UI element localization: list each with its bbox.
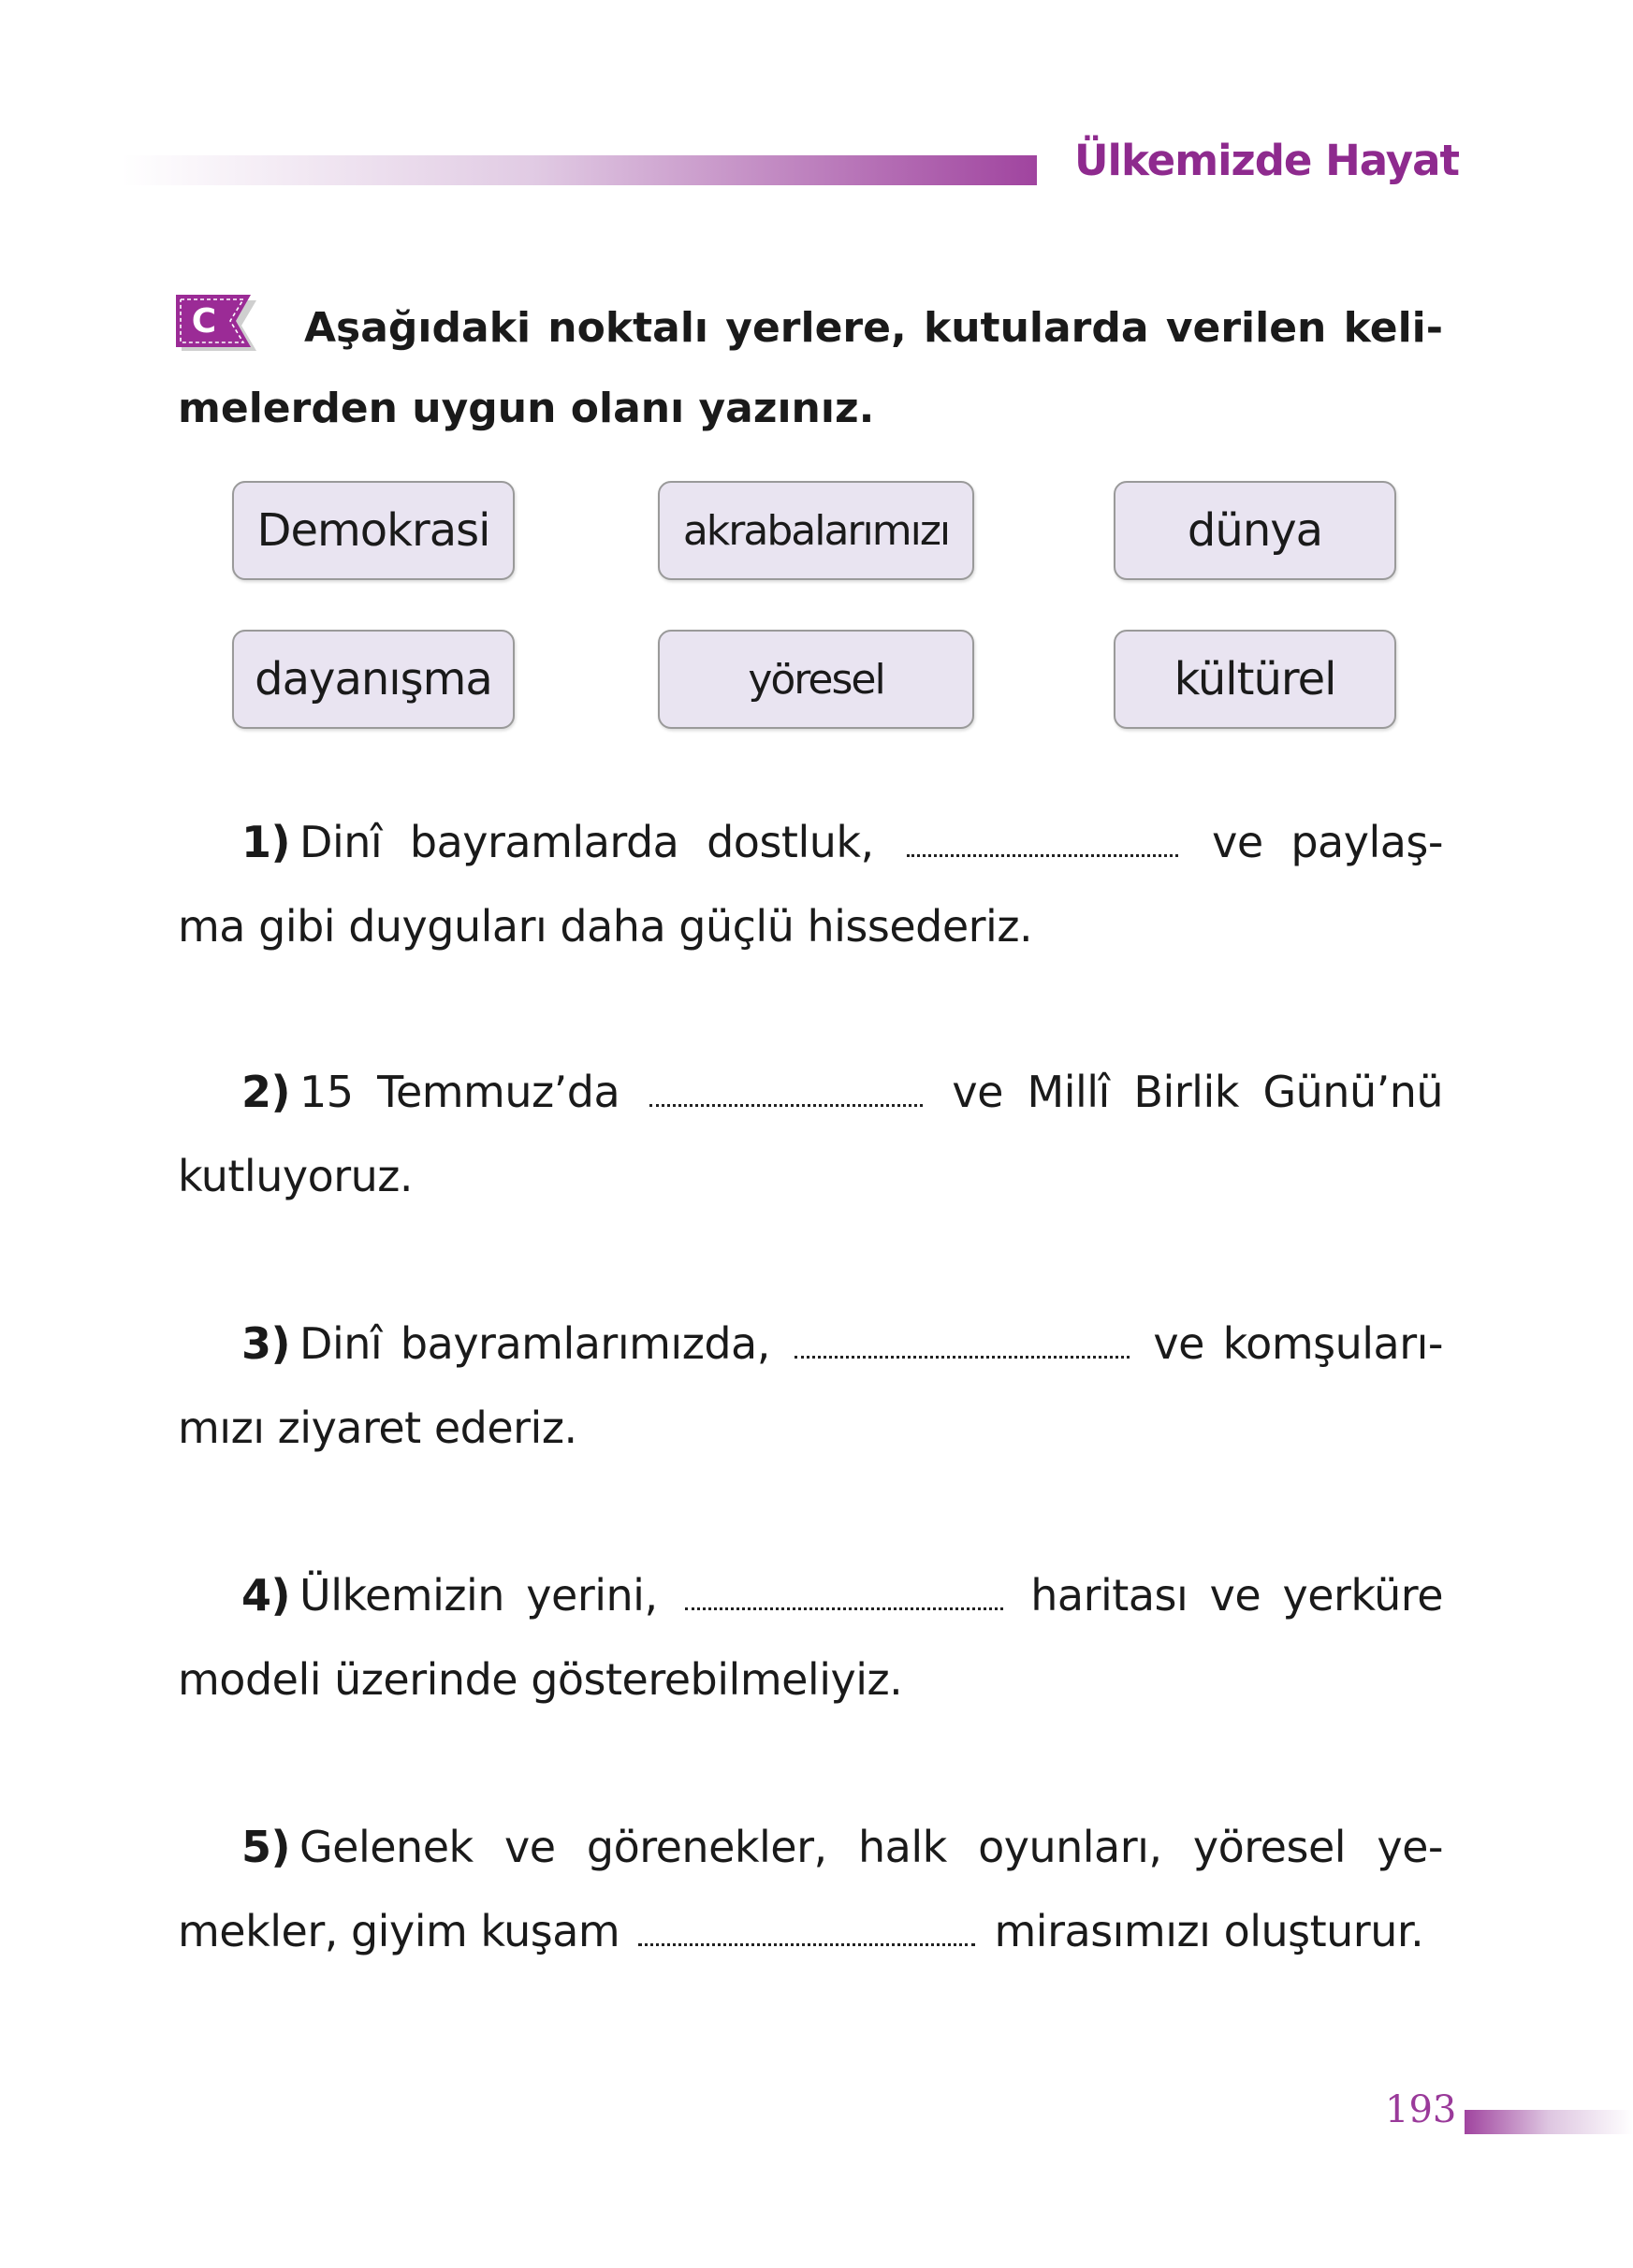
question-1: [178, 800, 1443, 968]
question-number: 5): [241, 1822, 291, 1872]
question-3: [178, 1301, 1443, 1470]
word-box-dayanisma: dayanışma: [232, 630, 515, 729]
question-text-after: ve Millî Birlik Günü’nü kutluyoruz.: [178, 1067, 1444, 1201]
answer-blank-5[interactable]: [638, 1930, 975, 1946]
word-box-yoresel: yöresel: [658, 630, 974, 729]
question-text-before: Gelenek ve görenekler, halk oyunları, yöresel ye- mekler, giyim kuşam: [178, 1822, 1443, 1956]
question-text-before: Ülkemizin yerini,: [299, 1570, 658, 1621]
word-box-demokrasi: Demokrasi: [232, 481, 515, 580]
question-number: 3): [241, 1318, 291, 1369]
question-4: [178, 1553, 1443, 1722]
question-5: [178, 1805, 1443, 1973]
answer-blank-4[interactable]: [685, 1594, 1003, 1610]
word-box-dunya: dünya: [1114, 481, 1396, 580]
question-text-before: 15 Temmuz’da: [299, 1067, 620, 1117]
question-text-before: Dinî bayramlarımızda,: [299, 1318, 770, 1369]
instruction-text: Aşağıdaki noktalı yerlere, kutularda verilen keli- melerden uygun olanı yazınız.: [178, 304, 1443, 432]
word-box-kulturel: kültürel: [1114, 630, 1396, 729]
question-number: 1): [241, 817, 291, 867]
question-text-after: ve paylaş- ma gibi duyguları daha güçlü hissederiz.: [178, 817, 1444, 952]
answer-blank-1[interactable]: [907, 841, 1178, 857]
question-number: 4): [241, 1570, 291, 1621]
question-text-after: haritası ve yerküre modeli üzerinde gösterebilmeliyiz.: [178, 1570, 1443, 1705]
question-2: [178, 1050, 1443, 1218]
exercise-instruction: [178, 288, 1443, 449]
answer-blank-3[interactable]: [795, 1343, 1130, 1359]
answer-blank-2[interactable]: [649, 1091, 923, 1107]
header-gradient-bar: [122, 155, 1037, 185]
question-text-after: ve komşuları- mızı ziyaret ederiz.: [178, 1318, 1444, 1453]
page-header-title: Ülkemizde Hayat: [1074, 136, 1459, 185]
question-text-before: Dinî bayramlarda dostluk,: [299, 817, 874, 867]
question-number: 2): [241, 1067, 291, 1117]
page-number: 193: [1385, 2088, 1457, 2131]
badge-letter: C: [191, 302, 217, 341]
question-text-after: mirasımızı oluşturur.: [994, 1906, 1424, 1956]
word-box-akrabalarimizi: akrabalarımızı: [658, 481, 974, 580]
footer-gradient-bar: [1465, 2110, 1633, 2134]
